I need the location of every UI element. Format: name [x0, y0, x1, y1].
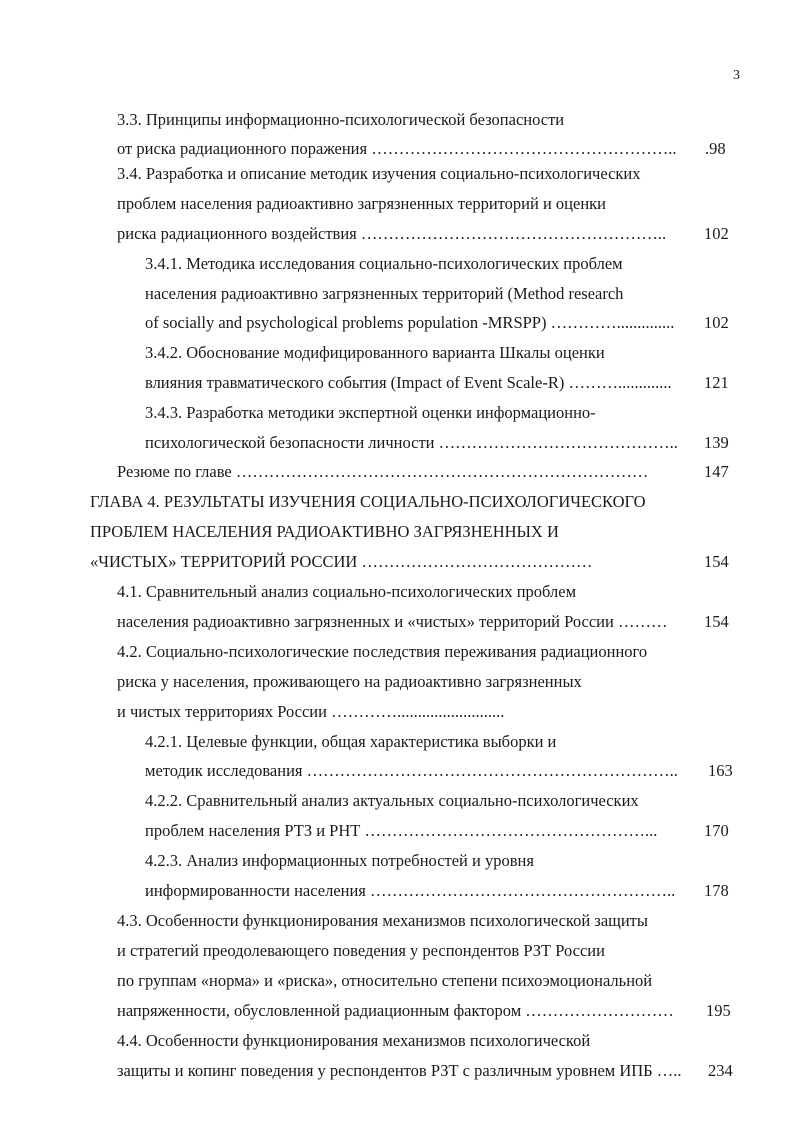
toc-page-32: 234 [708, 1061, 733, 1080]
toc-line-29: по группам «норма» и «риска», относительно степени психоэмоциональной [117, 971, 653, 990]
toc-line-0: 3.3. Принципы информационно-психологической безопасности [117, 110, 565, 129]
toc-line-6: населения радиоактивно загрязненных территорий (Method research [145, 284, 624, 303]
toc-line-13: ГЛАВА 4. РЕЗУЛЬТАТЫ ИЗУЧЕНИЯ СОЦИАЛЬНО-ПСИХОЛОГИЧЕСКОГО [90, 492, 646, 511]
toc-line-19: риска у населения, проживающего на радиоактивно загрязненных [117, 672, 582, 691]
toc-line-1: от риска радиационного поражения ……………………………………………….. [117, 139, 677, 158]
toc-page-12: 147 [704, 462, 729, 481]
toc-page-9: 121 [704, 373, 729, 392]
toc-page-30: 195 [706, 1001, 731, 1020]
toc-line-28: и стратегий преодолевающего поведения у респондентов РЗТ России [117, 941, 605, 960]
toc-line-24: проблем населения РТЗ и РНТ ……………………………………………... [145, 821, 658, 840]
toc-line-30: напряженности, обусловленной радиационным фактором ……………………… [117, 1001, 674, 1020]
toc-line-16: 4.1. Сравнительный анализ социально-психологических проблем [117, 582, 577, 601]
toc-line-7: of socially and psychological problems population -MRSPP) ………….............. [145, 313, 675, 332]
toc-line-22: методик исследования ………………………………………………………….. [145, 761, 678, 780]
toc-line-21: 4.2.1. Целевые функции, общая характеристика выборки и [145, 732, 557, 751]
toc-line-18: 4.2. Социально-психологические последствия переживания радиационного [117, 642, 648, 661]
toc-page-22: 163 [708, 761, 733, 780]
toc-page-11: 139 [704, 433, 729, 452]
toc-page-4: 102 [704, 224, 729, 243]
toc-line-23: 4.2.2. Сравнительный анализ актуальных социально-психологических [145, 791, 639, 810]
toc-line-11: психологической безопасности личности …………………………………….. [145, 433, 678, 452]
toc-line-14: ПРОБЛЕМ НАСЕЛЕНИЯ РАДИОАКТИВНО ЗАГРЯЗНЕННЫХ И [90, 522, 559, 541]
toc-line-27: 4.3. Особенности функционирования механизмов психологической защиты [117, 911, 648, 930]
toc-line-15: «ЧИСТЫХ» ТЕРРИТОРИЙ РОССИИ …………………………………… [90, 552, 593, 571]
toc-page-26: 178 [704, 881, 729, 900]
toc-page-17: 154 [704, 612, 729, 631]
toc-line-2: 3.4. Разработка и описание методик изучения социально-психологических [117, 164, 641, 183]
toc-line-25: 4.2.3. Анализ информационных потребностей и уровня [145, 851, 534, 870]
toc-line-26: информированности населения ……………………………………………….. [145, 881, 676, 900]
toc-line-3: проблем населения радиоактивно загрязненных территорий и оценки [117, 194, 606, 213]
toc-line-32: защиты и копинг поведения у респондентов РЗТ с различным уровнем ИПБ ….. [117, 1061, 682, 1080]
toc-page-7: 102 [704, 313, 729, 332]
toc-line-5: 3.4.1. Методика исследования социально-психологических проблем [145, 254, 623, 273]
toc-line-10: 3.4.3. Разработка методики экспертной оценки информационно- [145, 403, 596, 422]
toc-line-17: населения радиоактивно загрязненных и «чистых» территорий России ……… [117, 612, 668, 631]
toc-line-31: 4.4. Особенности функционирования механизмов психологической [117, 1031, 591, 1050]
toc-line-20: и чистых территориях России ………….......................... [117, 702, 505, 721]
page-number: 3 [733, 68, 740, 83]
toc-page-1: .98 [705, 139, 726, 158]
toc-line-4: риска радиационного воздействия ……………………………………………….. [117, 224, 667, 243]
toc-line-12: Резюме по главе ………………………………………………………………… [117, 462, 649, 481]
toc-page-15: 154 [704, 552, 729, 571]
toc-line-8: 3.4.2. Обоснование модифицированного варианта Шкалы оценки [145, 343, 605, 362]
toc-line-9: влияния травматического события (Impact of Event Scale-R) ………............. [145, 373, 672, 392]
toc-page-24: 170 [704, 821, 729, 840]
